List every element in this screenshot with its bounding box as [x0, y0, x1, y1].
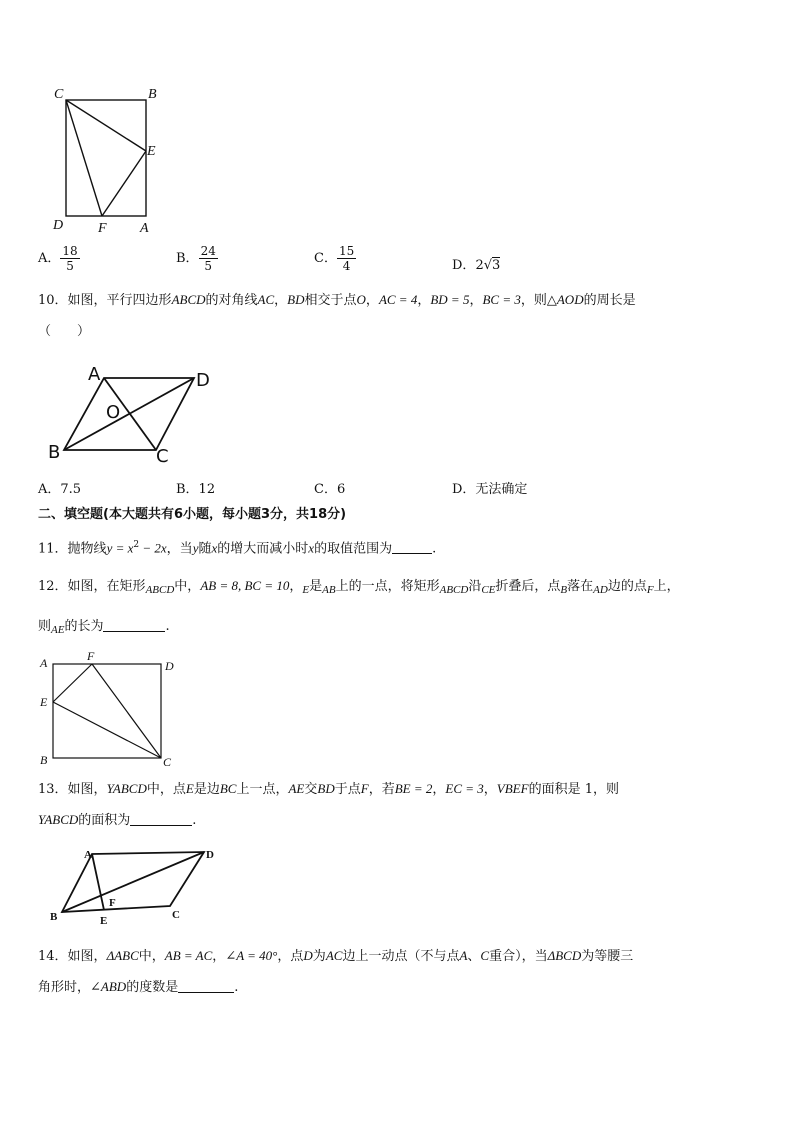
- question-11: 11．抛物线$y = x^2 - 2x$，当y随x的增大而减小时x的取值范围为 .: [38, 540, 437, 557]
- label-E: E: [40, 695, 48, 709]
- label-F: F: [98, 221, 107, 236]
- segment-CF: [66, 100, 102, 216]
- q9-option-c: C． $\frac{15}{4}$: [314, 244, 355, 273]
- label-C: C: [163, 755, 172, 769]
- figure-q12-rectangle: [36, 650, 186, 770]
- answer-blank-14[interactable]: [178, 979, 234, 993]
- label-B: B: [148, 87, 157, 102]
- question-13-line1: 13．如图，YABCD中，点E是边BC上一点，AE交BD于点F，若BE = 2，EC = 3，VBEF的面积是 1，则: [38, 781, 619, 797]
- label-C: C: [156, 446, 169, 465]
- segment-EF: [53, 664, 92, 702]
- label-A: A: [40, 656, 48, 670]
- label-E: E: [147, 144, 156, 159]
- label-F: F: [87, 650, 95, 663]
- label-F: F: [109, 897, 116, 909]
- segment-FC: [92, 664, 161, 758]
- segment-EC: [53, 702, 161, 758]
- segment-EF: [102, 151, 146, 216]
- answer-blank-13[interactable]: [130, 812, 192, 826]
- question-14-line2: 角形时，∠ABD的度数是 .: [38, 979, 239, 995]
- segment-AE: [92, 854, 104, 910]
- q10-option-b: B．12: [176, 482, 216, 497]
- label-D: D: [196, 370, 210, 391]
- q9-option-b: B． $\frac{24}{5}$: [176, 244, 216, 273]
- question-12-line2: 则$_{AE}$的长为 .: [38, 619, 170, 636]
- figure-q13-parallelogram: [48, 842, 228, 932]
- question-10-paren: （ ）: [38, 324, 91, 339]
- label-C: C: [172, 909, 180, 921]
- label-D: D: [53, 218, 64, 233]
- sqrt-symbol: √: [483, 258, 493, 273]
- answer-blank-12[interactable]: [103, 618, 165, 632]
- rect-q9: [66, 100, 146, 216]
- question-13-line2: YABCD的面积为 .: [38, 812, 197, 828]
- label-B: B: [48, 442, 61, 463]
- label-A: A: [84, 849, 92, 861]
- segment-CE: [66, 100, 146, 151]
- label-A: A: [88, 364, 101, 385]
- question-10-line1: 10．如图，平行四边形ABCD的对角线AC，BD相交于点O，AC = 4，BD = 5，BC = 3，则△AOD的周长是: [38, 292, 636, 308]
- label-E: E: [100, 915, 108, 927]
- q10-option-c: C．6: [314, 482, 346, 497]
- label-D: D: [206, 849, 214, 861]
- q10-option-d: D．无法确定: [452, 482, 528, 497]
- question-14-line1: 14．如图，ΔABC中，AB = AC，∠A = 40°，点D为AC边上一动点（不与点A、C重合），当ΔBCD为等腰三: [38, 948, 634, 964]
- label-A: A: [140, 221, 149, 236]
- label-B: B: [40, 753, 48, 767]
- section-2-heading: 二、填空题(本大题共有6小题，每小题3分，共18分): [38, 507, 347, 522]
- label-B: B: [50, 911, 58, 923]
- answer-blank-11[interactable]: [392, 540, 432, 554]
- q10-option-a: A．7.5: [38, 482, 82, 497]
- figure-q9-rectangle: [50, 82, 170, 237]
- label-D: D: [165, 659, 174, 673]
- question-12-line1: 12．如图，在矩形$_{ABCD}$中，AB = 8, BC = 10，$_E$是$_{AB}$上的一点，将矩形$_{ABCD}$沿$_{CE}$折叠后，点$_B$落在$_{AD}$边的点$_F$上，: [38, 578, 680, 596]
- q9-option-a: A． $\frac{18}{5}$: [38, 244, 78, 273]
- label-C: C: [54, 87, 64, 102]
- segment-BD: [62, 852, 204, 912]
- label-O: O: [106, 402, 121, 423]
- q9-option-d: D．2√3: [452, 258, 501, 273]
- figure-q10-parallelogram: [44, 360, 224, 465]
